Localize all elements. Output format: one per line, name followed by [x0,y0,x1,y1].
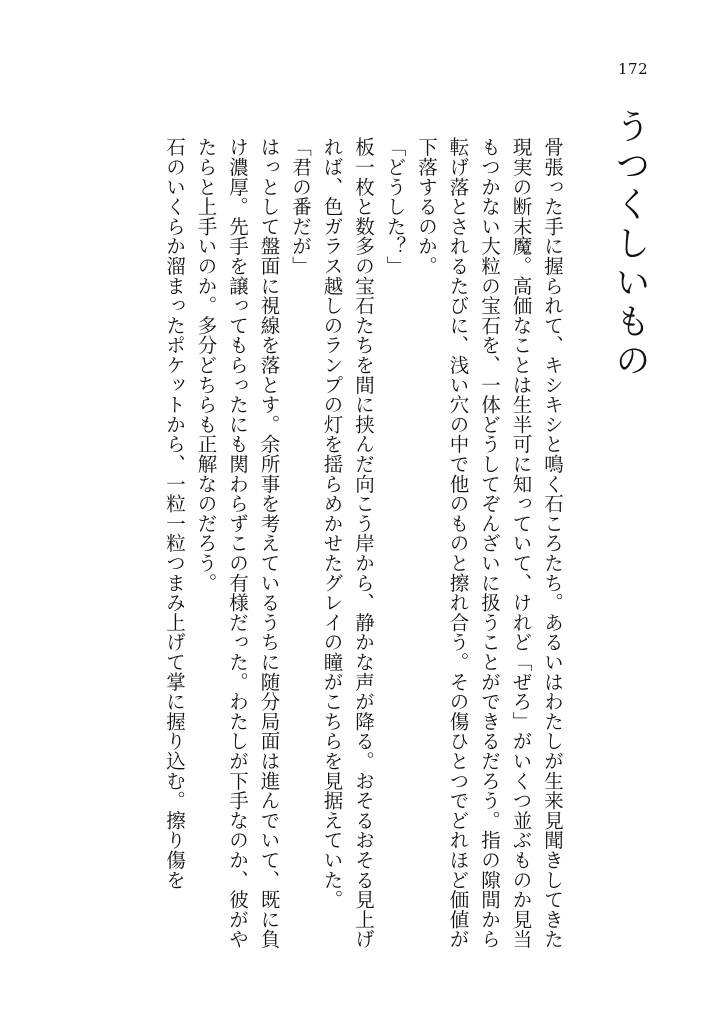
paragraph: 石のいくらか溜まったポケットから、一粒一粒つまみ上げて掌に握り込む。擦り傷を [163,137,186,890]
paragraph: 板一枚と数多の宝石たちを間に挟んだ向こう岸から、静かな声が降る。おそるおそる見上げれば、色ガラス越しのランプの灯を揺らめかせたグレイの瞳がこちらを見据えていた。 [320,137,375,949]
paragraph: 「君の番だが」 [289,137,312,276]
body-text [128,137,568,957]
chapter-title: うつくしいもの [610,108,650,381]
page-number: 172 [618,60,649,78]
paragraph: はっとして盤面に視線を落とす。余所事を考えているうちに随分局面は進んでいて、既に負け濃厚。先手を譲ってもらったにも関わらずこの有様だった。わたしが下手なのか、彼がやたらと上手いのか。多分どちらも正解なのだろう。 [194,137,281,949]
paragraph: 骨張った手に握られて、キシキシと鳴く石ころたち。あるいはわたしが生来見聞きしてきた現実の断末魔。高価なことは生半可に知っていて、けれど「ぜろ」がいくつ並ぶものか見当もつかない大粒の宝石を、一体どうしてぞんざいに扱うことができるだろう。指の隙間から転げ落とされるたびに、浅い穴の中で他のものと擦れ合う。その傷ひとつでどれほど価値が下落するのか。 [415,137,564,949]
paragraph: 「どうした？」 [383,137,407,276]
